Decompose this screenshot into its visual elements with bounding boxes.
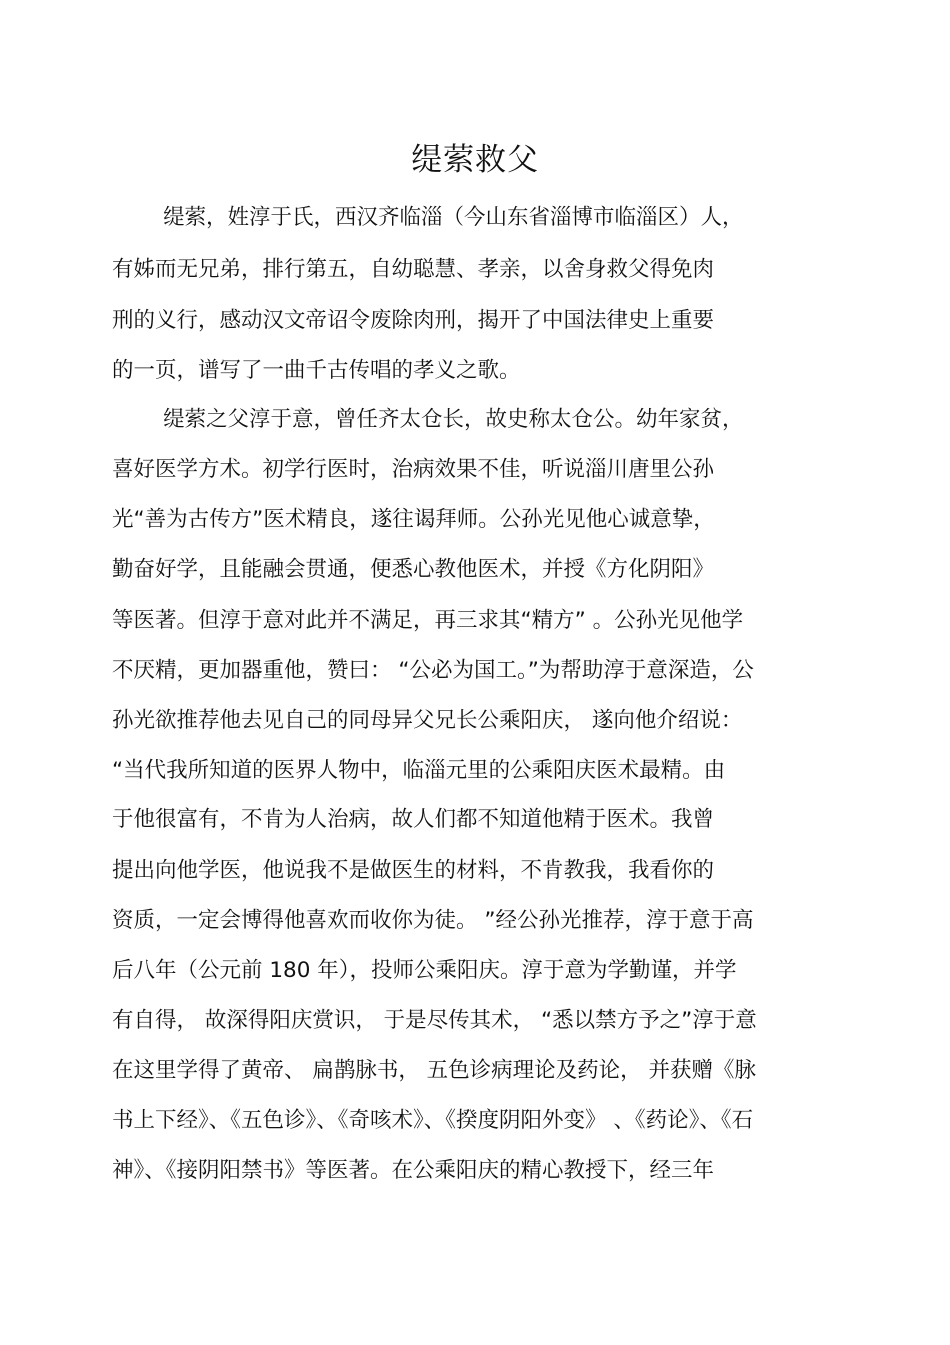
paragraph-line: 不厌精，更加器重他，赞曰： “公必为国工。”为帮助淳于意深造，公 bbox=[112, 658, 754, 683]
paragraph-line: 的一页，谱写了一曲千古传唱的孝义之歌。 bbox=[112, 358, 521, 383]
paragraph-line: 有自得， 故深得阳庆赏识， 于是尽传其术， “悉以禁方予之”淳于意 bbox=[112, 1008, 757, 1033]
paragraph-line: 后八年（公元前 180 年），投师公乘阳庆。淳于意为学勤谨，并学 bbox=[112, 958, 737, 983]
paragraph-line: 资质，一定会博得他喜欢而收你为徒。 ”经公孙光推荐，淳于意于高 bbox=[112, 908, 754, 933]
paragraph-line: 等医著。但淳于意对此并不满足，再三求其“精方” 。公孙光见他学 bbox=[112, 608, 744, 633]
paragraph-line: 光“善为古传方”医术精良，遂往谒拜师。公孙光见他心诚意挚， bbox=[112, 507, 715, 532]
paragraph-line: 缇萦，姓淳于氏，西汉齐临淄（今山东省淄博市临淄区）人， bbox=[163, 205, 744, 230]
paragraph-line: 勤奋好学，且能融会贯通，便悉心教他医术，并授《方化阴阳》 bbox=[112, 557, 715, 582]
paragraph-line: 孙光欲推荐他去见自己的同母异父兄长公乘阳庆， 遂向他介绍说： bbox=[112, 708, 743, 733]
paragraph-line: 于他很富有，不肯为人治病，故人们都不知道他精于医术。我曾 bbox=[112, 807, 715, 832]
paragraph-line: 有姊而无兄弟，排行第五，自幼聪慧、孝亲，以舍身救父得免肉 bbox=[112, 257, 715, 282]
page-title: 缇萦救父 bbox=[411, 142, 539, 178]
paragraph-line: 神》、《接阴阳禁书》等医著。在公乘阳庆的精心教授下，经三年 bbox=[112, 1158, 715, 1183]
paragraph-line: 缇萦之父淳于意，曾任齐太仓长，故史称太仓公。幼年家贫， bbox=[163, 407, 744, 432]
paragraph-line: “当代我所知道的医界人物中，临淄元里的公乘阳庆医术最精。由 bbox=[112, 758, 726, 783]
paragraph-line: 提出向他学医，他说我不是做医生的材料，不肯教我，我看你的 bbox=[112, 858, 715, 883]
paragraph-line: 刑的义行，感动汉文帝诏令废除肉刑，揭开了中国法律史上重要 bbox=[112, 308, 715, 333]
paragraph-line: 书上下经》、《五色诊》、《奇咳术》、《揆度阴阳外变》 、《药论》、《石 bbox=[112, 1108, 754, 1133]
paragraph-line: 在这里学得了黄帝、 扁鹊脉书， 五色诊病理论及药论， 并获赠《脉 bbox=[112, 1058, 757, 1083]
paragraph-line: 喜好医学方术。初学行医时，治病效果不佳，听说淄川唐里公孙 bbox=[112, 457, 715, 482]
